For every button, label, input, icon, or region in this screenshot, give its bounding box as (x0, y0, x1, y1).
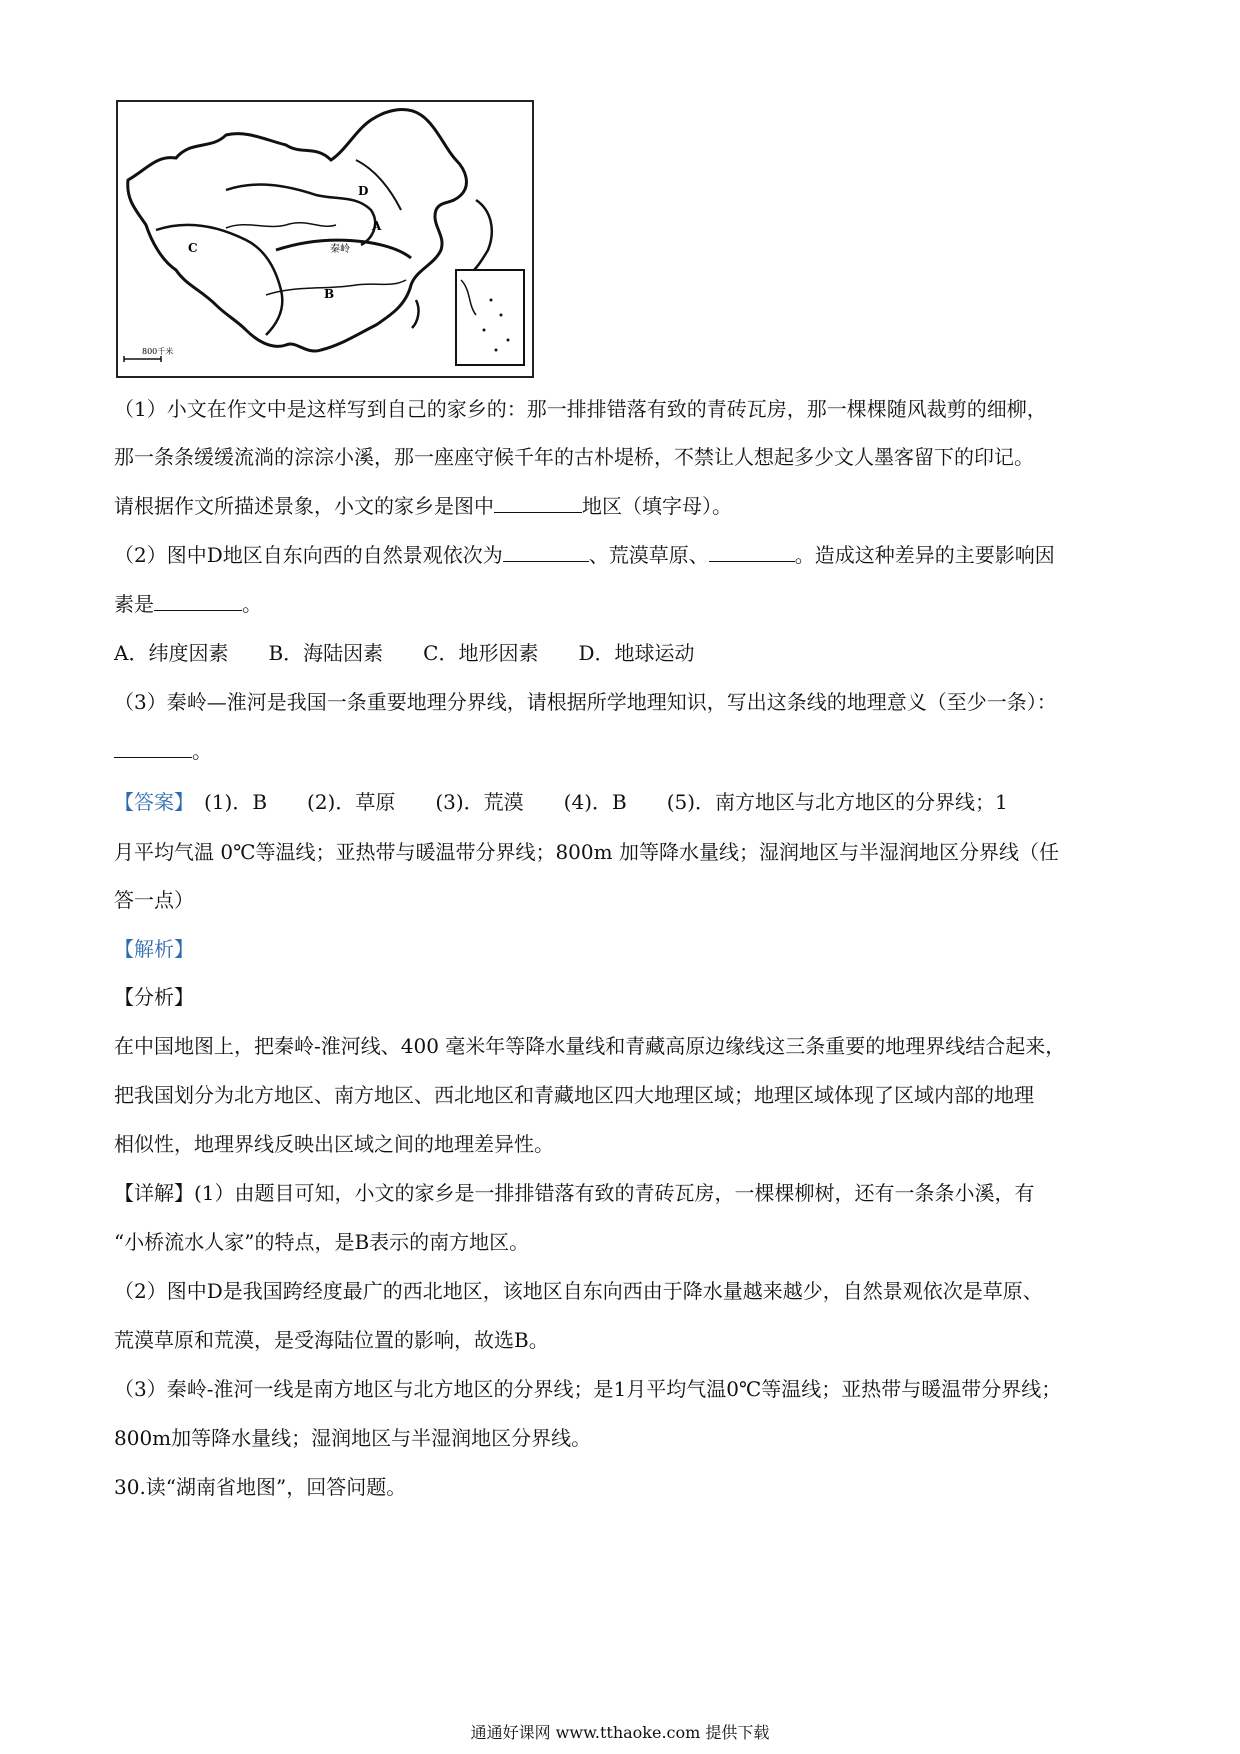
map-label-a: A (372, 219, 382, 233)
q2-text-e: 。 (242, 592, 262, 616)
page-footer: 通通好课网 www.tthaoke.com 提供下载 (470, 1723, 770, 1742)
analysis-p3: 相似性，地理界线反映出区域之间的地理差异性。 (114, 1132, 554, 1156)
analysis-fenxi: 【分析】 (114, 985, 194, 1009)
answer-line-1 (114, 788, 1008, 816)
question-30: 30.读“湖南省地图”，回答问题。 (114, 1475, 407, 1499)
analysis-p2: 把我国划分为北方地区、南方地区、西北地区和青藏地区四大地理区域；地理区域体现了区域内部的地理 (114, 1083, 1034, 1107)
q3-line-2 (114, 737, 212, 765)
analysis-tag: 【解析】 (114, 937, 194, 961)
q2-text-a: （2）图中D地区自东向西的自然景观依次为 (114, 543, 503, 567)
q2-blank-2[interactable] (709, 541, 795, 562)
detail-1b: “小桥流水人家”的特点，是B表示的南方地区。 (114, 1230, 530, 1254)
q2-text-b: 、荒漠草原、 (588, 543, 709, 567)
china-region-map (116, 100, 534, 378)
q1-text-b: 地区（填字母）。 (582, 494, 732, 518)
q2-text-d: 素是 (114, 592, 154, 616)
q1-line-1: （1）小文在作文中是这样写到自己的家乡的：那一排排错落有致的青砖瓦房，那一棵棵随风裁剪的细柳， (114, 397, 1047, 421)
detail-3b: 800m加等降水量线；湿润地区与半湿润地区分界线。 (114, 1426, 592, 1450)
detail-1a: 【详解】(1）由题目可知，小文的家乡是一排排错落有致的青砖瓦房，一棵棵柳树，还有一条条小溪，有 (114, 1181, 1035, 1205)
q1-line-3 (114, 492, 732, 520)
map-label-b: B (324, 287, 335, 301)
q3-text-end: 。 (192, 739, 212, 763)
detail-2b: 荒漠草原和荒漠，是受海陆位置的影响，故选B。 (114, 1328, 549, 1352)
q2-line-1 (114, 541, 1055, 569)
analysis-p1: 在中国地图上，把秦岭-淮河线、400 毫米年等降水量线和青藏高原边缘线这三条重要的地理界线结合起来， (114, 1034, 1066, 1058)
answer-tag: 【答案】 (114, 790, 184, 814)
q2-options: A．纬度因素 B．海陆因素 C．地形因素 D．地球运动 (114, 641, 695, 665)
q2-blank-1[interactable] (503, 541, 589, 562)
map-label-d: D (358, 184, 369, 198)
q1-answer-blank[interactable] (494, 492, 582, 513)
q2-blank-3[interactable] (154, 590, 242, 611)
answer-text-1: (1)．B (2)．草原 (3)．荒漠 (4)．B (5)．南方地区与北方地区的分界线；1 (184, 790, 1008, 814)
q2-line-2 (114, 590, 262, 618)
map-label-qinling: 秦岭 (330, 244, 350, 255)
answer-line-2: 月平均气温 0℃等温线；亚热带与暖温带分界线；800m 加等降水量线；湿润地区与半湿润地区分界线（任 (114, 840, 1059, 864)
q1-text-a: 请根据作文所描述景象，小文的家乡是图中 (114, 494, 494, 518)
q3-line-1: （3）秦岭—淮河是我国一条重要地理分界线，请根据所学地理知识，写出这条线的地理意义（至少一条）： (114, 690, 1057, 714)
detail-3a: （3）秦岭-淮河一线是南方地区与北方地区的分界线；是1月平均气温0℃等温线；亚热带与暖温带分界线； (114, 1377, 1062, 1401)
q3-blank[interactable] (114, 737, 192, 758)
detail-2a: （2）图中D是我国跨经度最广的西北地区，该地区自东向西由于降水量越来越少，自然景观依次是草原、 (114, 1279, 1043, 1303)
map-scale-label: 800千米 (142, 347, 174, 356)
map-label-c: C (188, 241, 198, 255)
q1-line-2: 那一条条缓缓流淌的淙淙小溪，那一座座守候千年的古朴堤桥，不禁让人想起多少文人墨客留下的印记。 (114, 445, 1034, 469)
answer-line-3: 答一点） (114, 888, 194, 912)
q2-text-c: 。造成这种差异的主要影响因 (794, 543, 1055, 567)
